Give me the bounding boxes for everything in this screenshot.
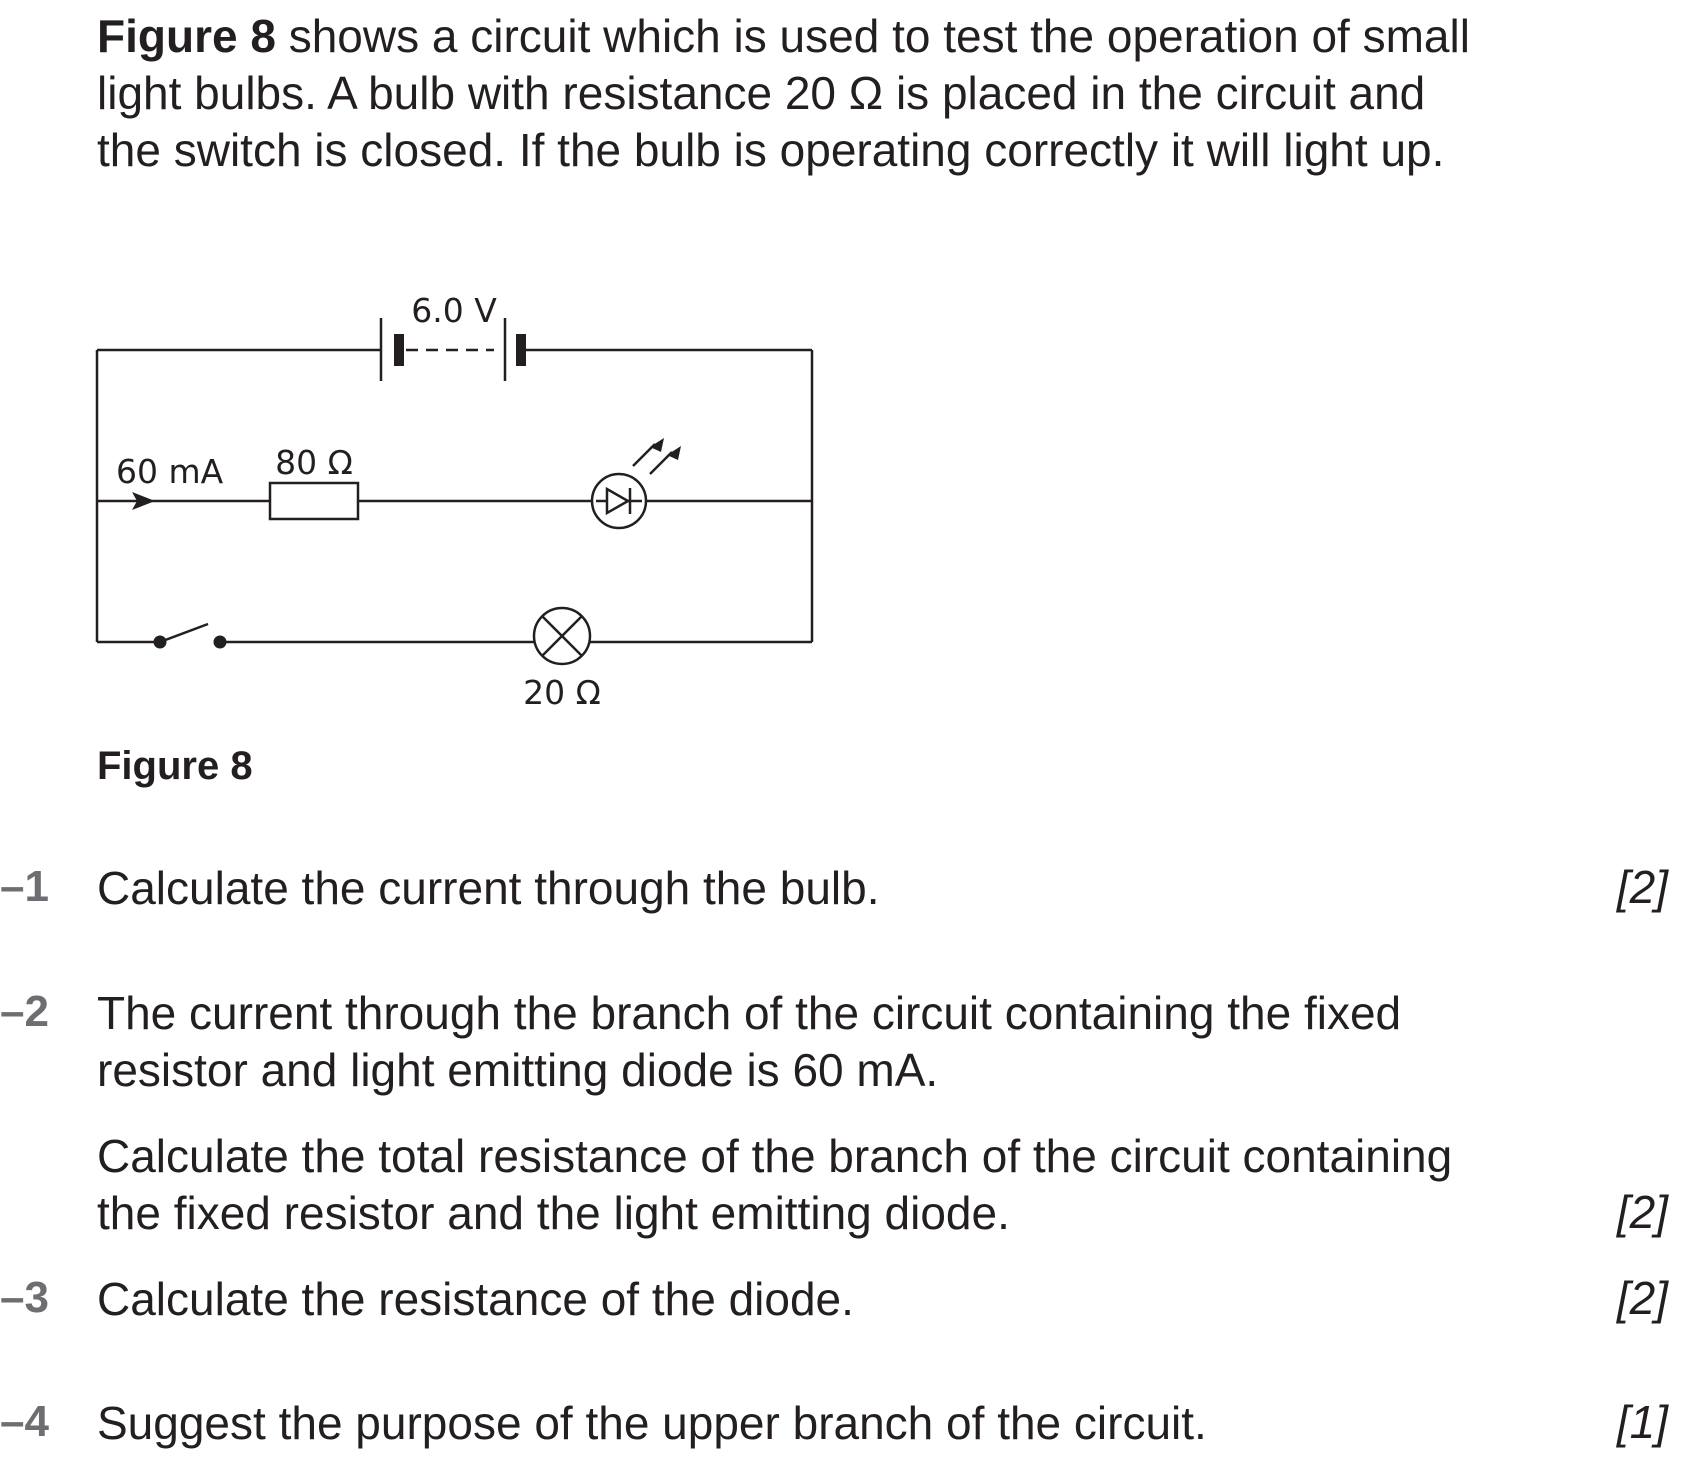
question-marks: [2]: [1616, 1186, 1668, 1238]
resistor-symbol: [270, 483, 358, 519]
question-marks: [1]: [1616, 1396, 1668, 1448]
question-marks: [2]: [1616, 1272, 1668, 1324]
current-label: 60 mA: [116, 452, 224, 491]
figure-caption: Figure 8: [97, 744, 253, 788]
question-subtext: Calculate the total resistance of the branch of the circuit containing the fixed resistor and the light emitting diode.: [97, 1130, 1453, 1239]
bulb-symbol: [534, 608, 590, 664]
question-text: Calculate the current through the bulb.: [97, 862, 880, 914]
switch-symbol: [154, 624, 227, 649]
led-light-arrow-icon: [667, 446, 681, 460]
intro-figure-ref: Figure 8: [97, 10, 276, 62]
question-text: Calculate the resistance of the diode.: [97, 1273, 854, 1325]
led-symbol: [592, 444, 672, 528]
question-number: –4: [0, 1397, 49, 1446]
question-number: –1: [0, 862, 49, 911]
intro-paragraph: [97, 8, 1497, 179]
circuit-diagram: [0, 270, 860, 730]
led-light-arrow-icon: [650, 438, 664, 452]
bulb-label: 20 Ω: [523, 673, 601, 712]
battery-label: 6.0 V: [411, 291, 497, 330]
question-number: –2: [0, 987, 49, 1036]
resistor-label: 80 Ω: [275, 443, 353, 482]
question-marks: [2]: [1616, 861, 1668, 913]
question-number: –3: [0, 1273, 49, 1322]
intro-text: shows a circuit which is used to test the operation of small light bulbs. A bulb with resistance 20 Ω is placed in the circuit and the switch is closed. If the bulb is operating correctly it will light up.: [97, 10, 1470, 176]
question-text: Suggest the purpose of the upper branch of the circuit.: [97, 1397, 1207, 1449]
question-text: The current through the branch of the circuit containing the fixed resistor and light emitting diode is 60 mA.: [97, 987, 1402, 1096]
